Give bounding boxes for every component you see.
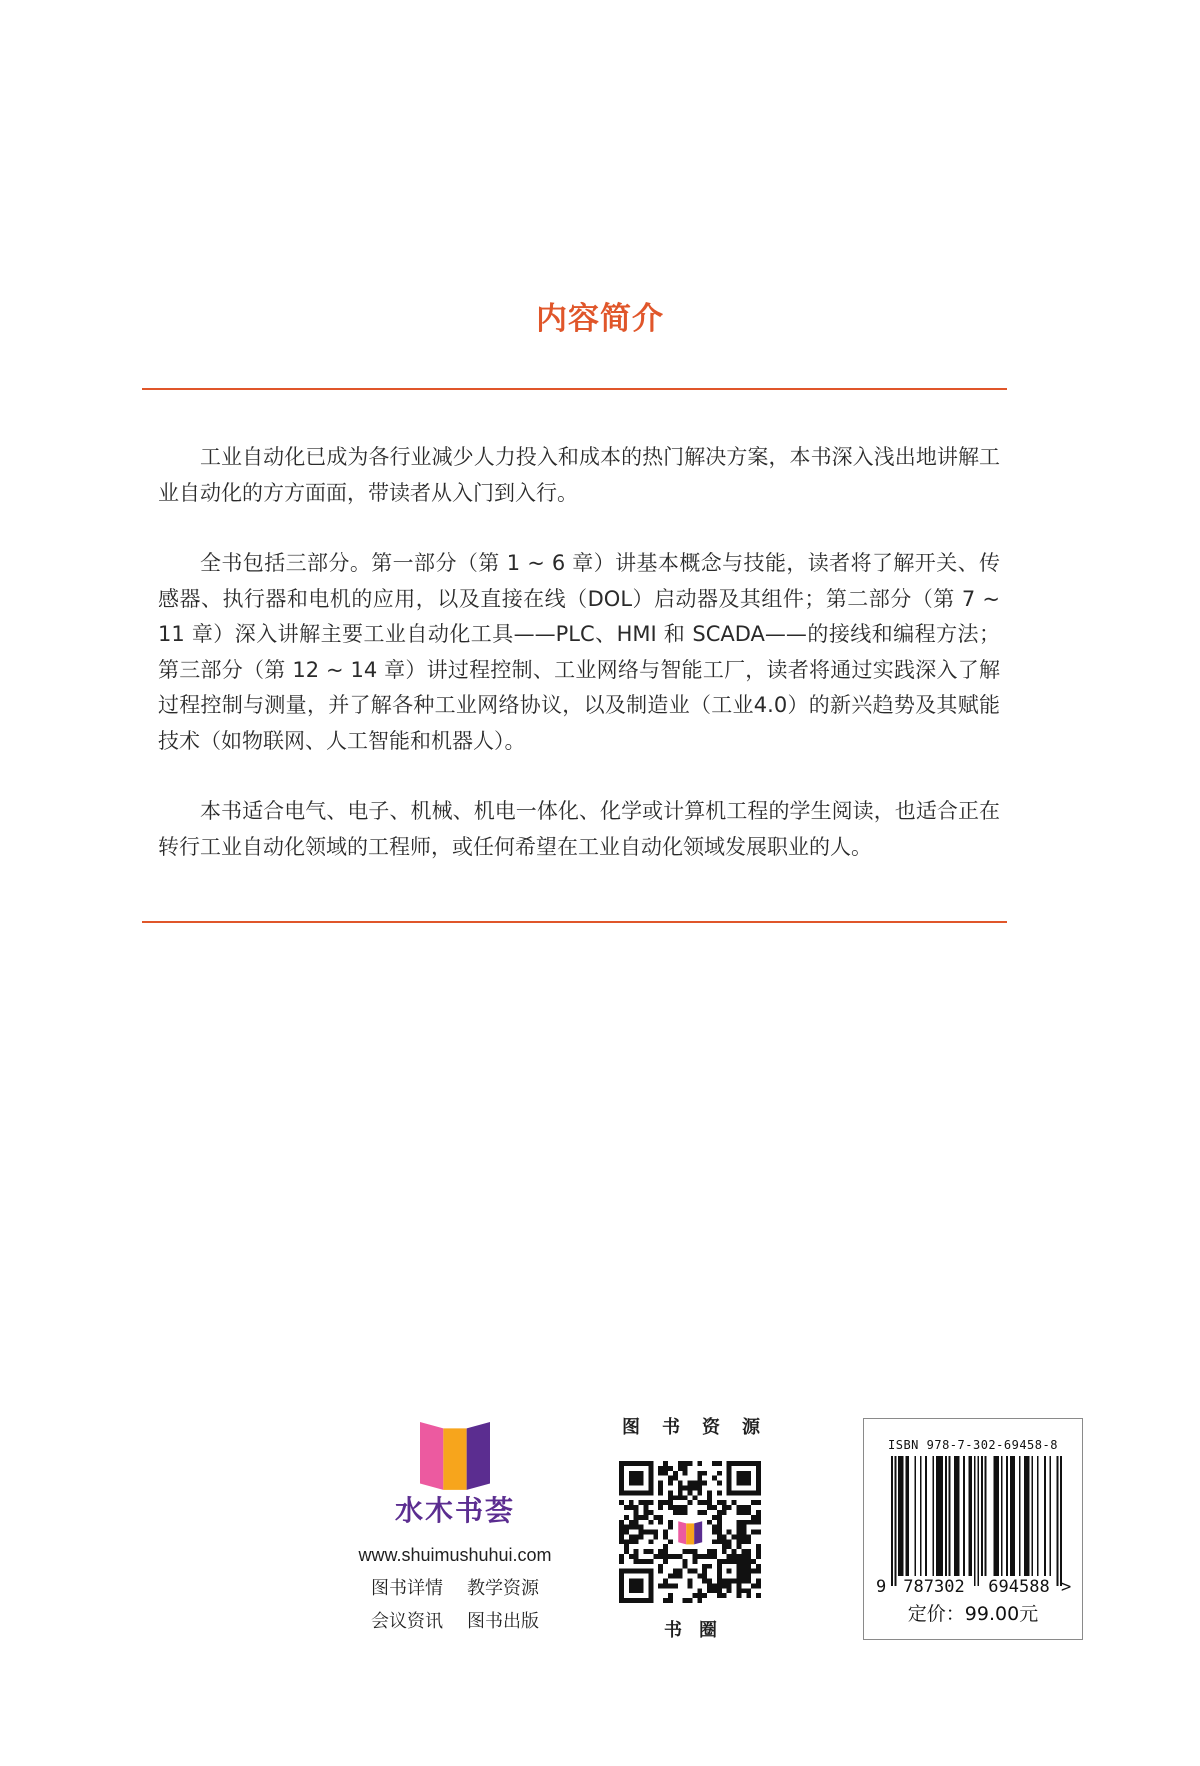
intro-paragraph-1: 工业自动化已成为各行业减少人力投入和成本的热门解决方案，本书深入浅出地讲解工业自动化的方方面面，带读者从入门到入行。 <box>158 445 1000 505</box>
publisher-links-row-1 <box>315 1578 595 1600</box>
qr-top-label: 图书资源 <box>622 1417 782 1438</box>
qr-code-icon <box>619 1461 761 1603</box>
barcode-left-digits: 787302 <box>903 1577 965 1597</box>
ean-barcode <box>891 1456 1062 1588</box>
qr-center-logo-icon <box>678 1521 702 1544</box>
qr-logo-right-page <box>694 1521 702 1544</box>
intro-paragraph-3: 本书适合电气、电子、机械、机电一体化、化学或计算机工程的学生阅读，也适合正在转行工业自动化领域的工程师，或任何希望在工业自动化领域发展职业的人。 <box>158 799 1000 859</box>
publisher-links-row-2 <box>315 1611 595 1633</box>
barcode-end-mark: > <box>1061 1577 1072 1597</box>
section-title: 内容简介 <box>536 301 664 337</box>
qr-bottom-label: 书圈 <box>664 1620 734 1641</box>
barcode-guard-bars <box>891 1456 1062 1586</box>
qr-logo-middle-page <box>686 1523 694 1544</box>
link-book-details: 图书详情 <box>371 1578 443 1599</box>
publisher-website: www.shuimushuhui.com <box>358 1545 552 1565</box>
publisher-brand: 水木书荟 <box>394 1494 515 1527</box>
barcode-right-digits: 694588 <box>988 1577 1050 1597</box>
qr-logo-left-page <box>678 1521 686 1544</box>
barcode-first-digit: 9 <box>876 1577 887 1597</box>
publisher-block <box>315 0 595 1766</box>
isbn-barcode-box <box>863 1418 1083 1640</box>
link-book-publishing: 图书出版 <box>467 1611 539 1632</box>
intro-paragraph-2: 全书包括三部分。第一部分（第 1 ~ 6 章）讲基本概念与技能，读者将了解开关、传感器、执行器和电机的应用，以及直接在线（DOL）启动器及其组件；第二部分（第 7 ~ 11 章）深入讲解主要工业自动化工具——PLC、HMI 和 SCADA——的接线和编程方法；第三部分（第 12 ~ 14 章）讲过程控制、工业网络与智能工厂，读者将通过实践深入了解过程控制与测量，并了解各种工业网络协议，以及制造业（工业4.0）的新兴趋势及其赋能技术（如物联网、人工智能和机器人）。 <box>158 551 1000 753</box>
isbn-text: ISBN 978-7-302-69458-8 <box>888 1438 1058 1452</box>
link-conference-news: 会议资讯 <box>371 1611 443 1632</box>
price-label: 定价：99.00元 <box>907 1603 1039 1625</box>
link-teaching-resources: 教学资源 <box>467 1578 539 1599</box>
